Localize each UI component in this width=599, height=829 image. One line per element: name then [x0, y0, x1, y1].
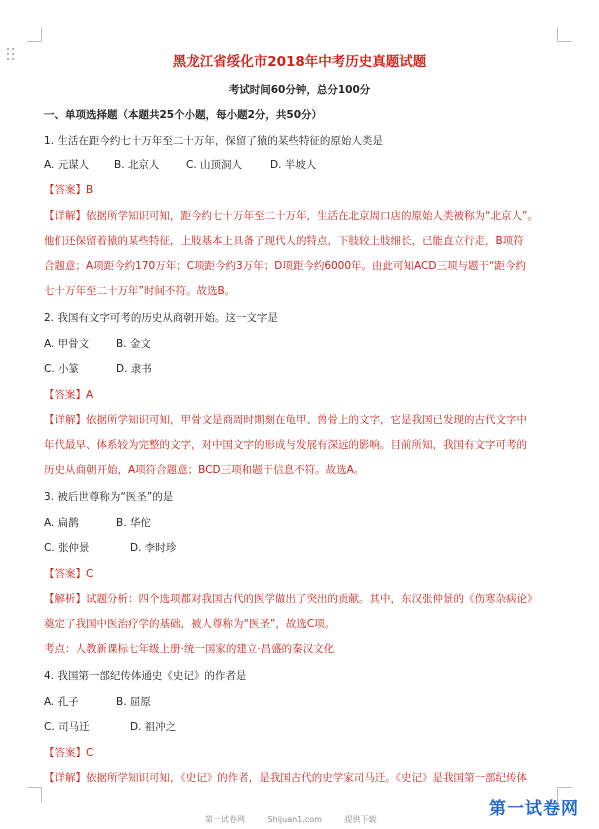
question-1-option-c: C. 山顶洞人 [186, 159, 243, 171]
question-4-option-a: A. 孔子 [44, 696, 79, 708]
page-footer [205, 814, 396, 825]
question-4-answer: 【答案】C [44, 747, 94, 759]
question-1-answer: 【答案】B [44, 184, 94, 196]
question-3-option-a: A. 扁鹊 [44, 517, 79, 529]
footer-download-text: 提供下载 [344, 815, 377, 824]
question-4-detail-line: 【详解】依据所学知识可知，《史记》的作者，是我国古代的史学家司马迁。《史记》是我国第一部纪传体 [44, 772, 527, 784]
question-2-detail-line: 历史从商朝开始，A项符合题意；BCD三项和题干信息不符。故选A。 [44, 464, 365, 476]
section-heading: 一、单项选择题（本题共25个小题，每小题2分，共50分） [44, 109, 323, 121]
question-1-option-b: B. 北京人 [114, 159, 160, 171]
question-1-option-d: D. 半坡人 [270, 159, 317, 171]
question-4-stem: 4. 我国第一部纪传体通史《史记》的作者是 [44, 670, 247, 682]
footer-site-name: 第一试卷网 [205, 815, 245, 824]
document-title: 黑龙江省绥化市2018年中考历史真题试题 [172, 54, 427, 70]
question-1-stem: 1. 生活在距今约七十万年至二十万年，保留了猿的某些特征的原始人类是 [44, 135, 383, 147]
crop-mark-bottom-left [27, 787, 42, 802]
question-3-option-c: C. 张仲景 [44, 542, 90, 554]
question-2-detail-line: 年代最早、体系较为完整的文字，对中国文字的形成与发展有深远的影响。目前所知，我国有文字可考的 [44, 439, 527, 451]
question-2-stem: 2. 我国有文字可考的历史从商朝开始。这一文字是 [44, 312, 278, 324]
question-2-option-d: D. 隶书 [116, 363, 152, 375]
question-2-option-a: A. 甲骨文 [44, 338, 90, 350]
question-1-detail-line: 合题意；A项距今约170万年；C项距今约3万年；D项距今约6000年。由此可知ACD三项与题干“距今约 [44, 260, 526, 272]
question-3-option-b: B. 华佗 [116, 517, 151, 529]
question-1-detail-line: 【详解】依据所学知识可知，距今约七十万年至二十万年，生活在北京周口店的原始人类被称为“北京人”。 [44, 210, 538, 222]
crop-mark-top-left [27, 27, 42, 42]
question-4-option-c: C. 司马迁 [44, 721, 90, 733]
question-1-detail-line: 他们还保留着猿的某些特征，上肢基本上具备了现代人的特点，下肢较上肢细长，已能直立行走，B项符 [44, 235, 524, 247]
question-3-detail-line: 奠定了我国中医治疗学的基础，被人尊称为“医圣”，故选C项。 [44, 618, 336, 630]
question-3-answer: 【答案】C [44, 568, 94, 580]
question-2-detail-line: 【详解】依据所学知识可知，甲骨文是商周时期刻在龟甲、兽骨上的文字，它是我国已发现的古代文字中 [44, 414, 527, 426]
crop-mark-top-right [557, 27, 572, 42]
question-4-option-b: B. 屈原 [116, 696, 151, 708]
footer-site-url[interactable]: Shijuan1.com [267, 815, 322, 824]
question-3-stem: 3. 被后世尊称为“医圣”的是 [44, 491, 174, 503]
question-4-option-d: D. 祖冲之 [130, 721, 177, 733]
watermark-logo: 第一试卷网 [489, 799, 579, 819]
question-2-answer: 【答案】A [44, 389, 94, 401]
question-1-option-a: A. 元谋人 [44, 159, 90, 171]
question-3-detail-line: 【解析】试题分析：四个选项都对我国古代的医学做出了突出的贡献。其中，东汉张仲景的《伤寒杂病论》 [44, 593, 538, 605]
question-3-option-d: D. 李时珍 [130, 542, 177, 554]
question-3-note: 考点：人教新课标七年级上册·统一国家的建立·昌盛的秦汉文化 [44, 643, 335, 655]
question-2-option-c: C. 小篆 [44, 363, 80, 375]
exam-info: 考试时间60分钟，总分100分 [228, 84, 371, 96]
question-2-option-b: B. 金文 [116, 338, 151, 350]
question-1-detail-line: 七十万年至二十万年”时间不符。故选B。 [44, 285, 236, 297]
